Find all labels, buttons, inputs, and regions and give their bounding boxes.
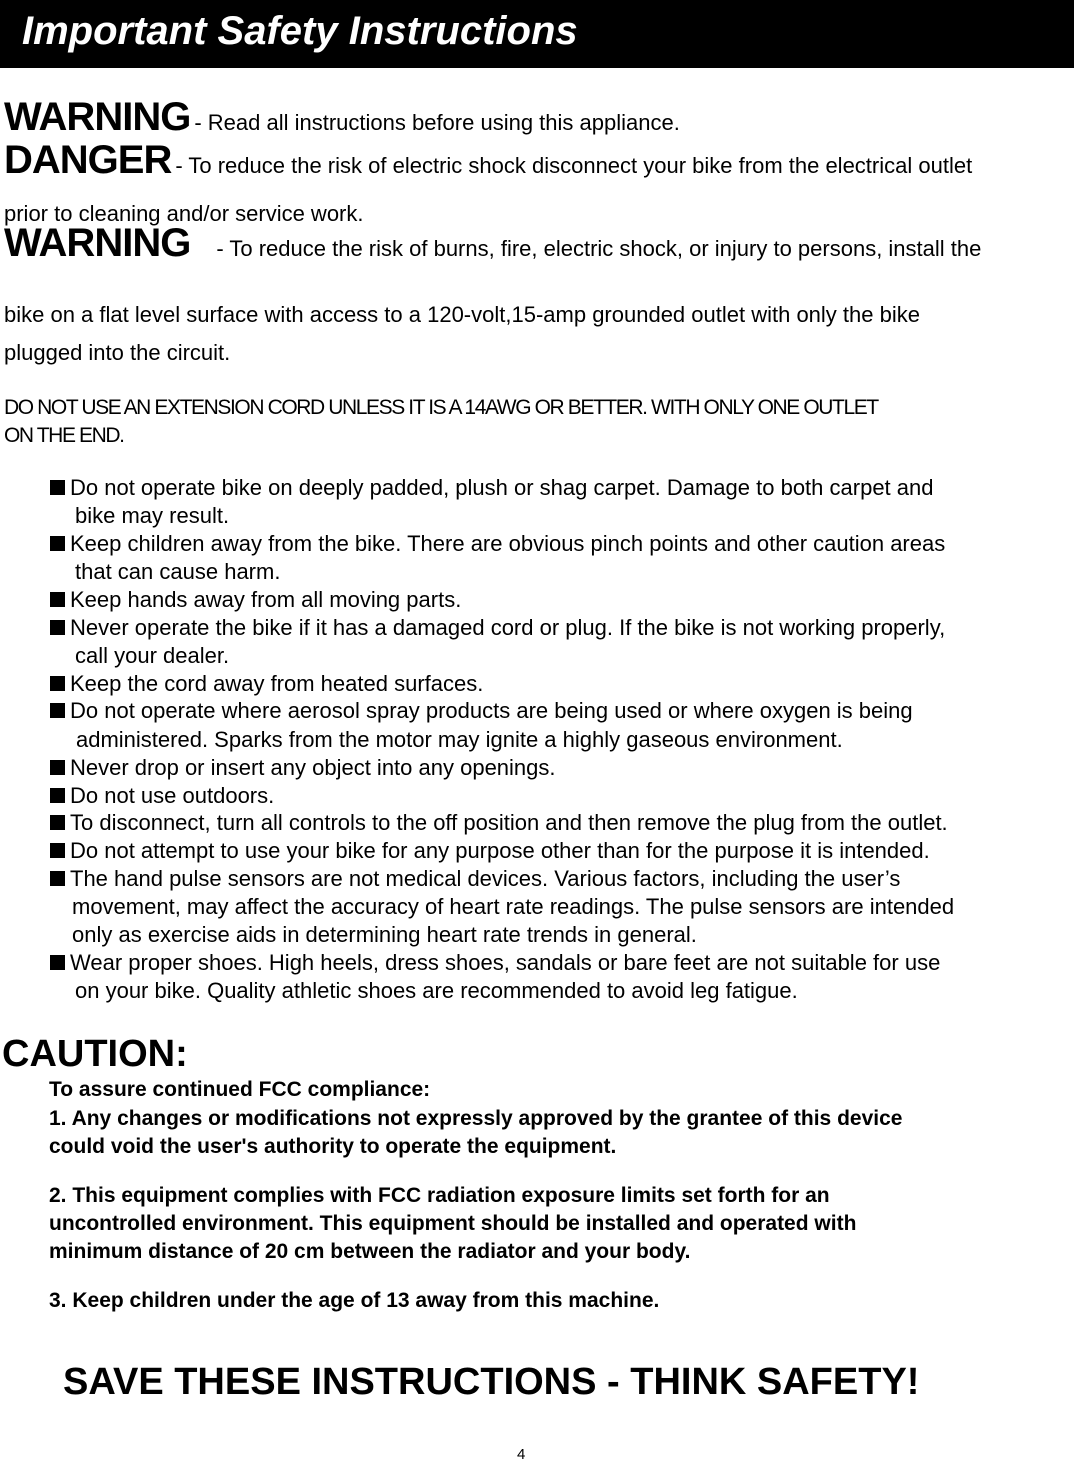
warning-read-instructions: [4, 95, 680, 140]
square-bullet-icon: [50, 676, 65, 691]
extension-cord-note-line1: DO NOT USE AN EXTENSION CORD UNLESS IT IS A 14AWG OR BETTER. WITH ONLY ONE OUTLET: [4, 396, 878, 419]
warning-label-2: WARNING: [4, 221, 191, 265]
title-bar: [0, 0, 1074, 68]
danger-statement: [4, 138, 972, 183]
square-bullet-icon: [50, 760, 65, 775]
square-bullet-icon: [50, 955, 65, 970]
fcc-item-3: 3. Keep children under the age of 13 away from this machine.: [49, 1289, 660, 1312]
list-item: The hand pulse sensors are not medical devices. Various factors, including the user’s: [50, 866, 900, 892]
danger-text: - To reduce the risk of electric shock disconnect your bike from the electrical outlet: [175, 153, 973, 178]
danger-text-continued: prior to cleaning and/or service work.: [4, 201, 364, 226]
fcc-item-1-line2: could void the user's authority to operate the equipment.: [49, 1135, 617, 1158]
list-item: Keep hands away from all moving parts.: [50, 587, 461, 613]
fcc-item-1-line1: 1. Any changes or modifications not expressly approved by the grantee of this device: [49, 1107, 903, 1130]
list-item-continued: administered. Sparks from the motor may ignite a highly gaseous environment.: [76, 727, 843, 752]
square-bullet-icon: [50, 480, 65, 495]
warning-text-2: - To reduce the risk of burns, fire, electric shock, or injury to persons, install the: [216, 236, 982, 261]
list-item: Keep children away from the bike. There are obvious pinch points and other caution areas: [50, 531, 945, 557]
square-bullet-icon: [50, 843, 65, 858]
square-bullet-icon: [50, 871, 65, 886]
page-title: Important Safety Instructions: [22, 9, 578, 53]
fcc-item-2-line1: 2. This equipment complies with FCC radiation exposure limits set forth for an: [49, 1184, 830, 1207]
square-bullet-icon: [50, 703, 65, 718]
warning-burns-fire: [4, 221, 981, 266]
square-bullet-icon: [50, 815, 65, 830]
square-bullet-icon: [50, 592, 65, 607]
square-bullet-icon: [50, 788, 65, 803]
square-bullet-icon: [50, 536, 65, 551]
warning-label: WARNING: [4, 95, 191, 139]
list-item: Do not operate bike on deeply padded, plush or shag carpet. Damage to both carpet and: [50, 475, 933, 501]
list-item: Wear proper shoes. High heels, dress shoes, sandals or bare feet are not suitable for use: [50, 950, 940, 976]
list-item: Do not attempt to use your bike for any purpose other than for the purpose it is intended.: [50, 838, 930, 864]
warning-text: - Read all instructions before using this appliance.: [194, 110, 680, 135]
fcc-item-2-line2: uncontrolled environment. This equipment should be installed and operated with: [49, 1212, 857, 1235]
caution-heading: CAUTION:: [2, 1033, 188, 1075]
save-instructions-banner: SAVE THESE INSTRUCTIONS - THINK SAFETY!: [63, 1361, 920, 1403]
list-item: Do not operate where aerosol spray products are being used or where oxygen is being: [50, 698, 913, 724]
list-item: Never drop or insert any object into any openings.: [50, 755, 556, 781]
list-item-continued: movement, may affect the accuracy of heart rate readings. The pulse sensors are intended: [72, 894, 955, 919]
square-bullet-icon: [50, 620, 65, 635]
danger-label: DANGER: [4, 138, 172, 182]
page-number: 4: [517, 1446, 526, 1463]
fcc-intro: To assure continued FCC compliance:: [49, 1078, 431, 1101]
list-item-continued: bike may result.: [75, 503, 230, 528]
warning-text-2-line3: plugged into the circuit.: [4, 340, 231, 365]
extension-cord-note-line2: ON THE END.: [4, 424, 124, 447]
list-item-continued: call your dealer.: [75, 643, 230, 668]
list-item: Never operate the bike if it has a damaged cord or plug. If the bike is not working properly,: [50, 615, 945, 641]
list-item-continued: that can cause harm.: [75, 559, 281, 584]
list-item: Do not use outdoors.: [50, 783, 274, 809]
list-item: To disconnect, turn all controls to the off position and then remove the plug from the outlet.: [50, 810, 948, 836]
list-item-continued: on your bike. Quality athletic shoes are recommended to avoid leg fatigue.: [75, 978, 798, 1003]
list-item: Keep the cord away from heated surfaces.: [50, 671, 483, 697]
warning-text-2-line2: bike on a flat level surface with access to a 120-volt,15-amp grounded outlet with only the bike: [4, 302, 920, 327]
fcc-item-2-line3: minimum distance of 20 cm between the radiator and your body.: [49, 1240, 691, 1263]
list-item-continued: only as exercise aids in determining heart rate trends in general.: [72, 922, 697, 947]
